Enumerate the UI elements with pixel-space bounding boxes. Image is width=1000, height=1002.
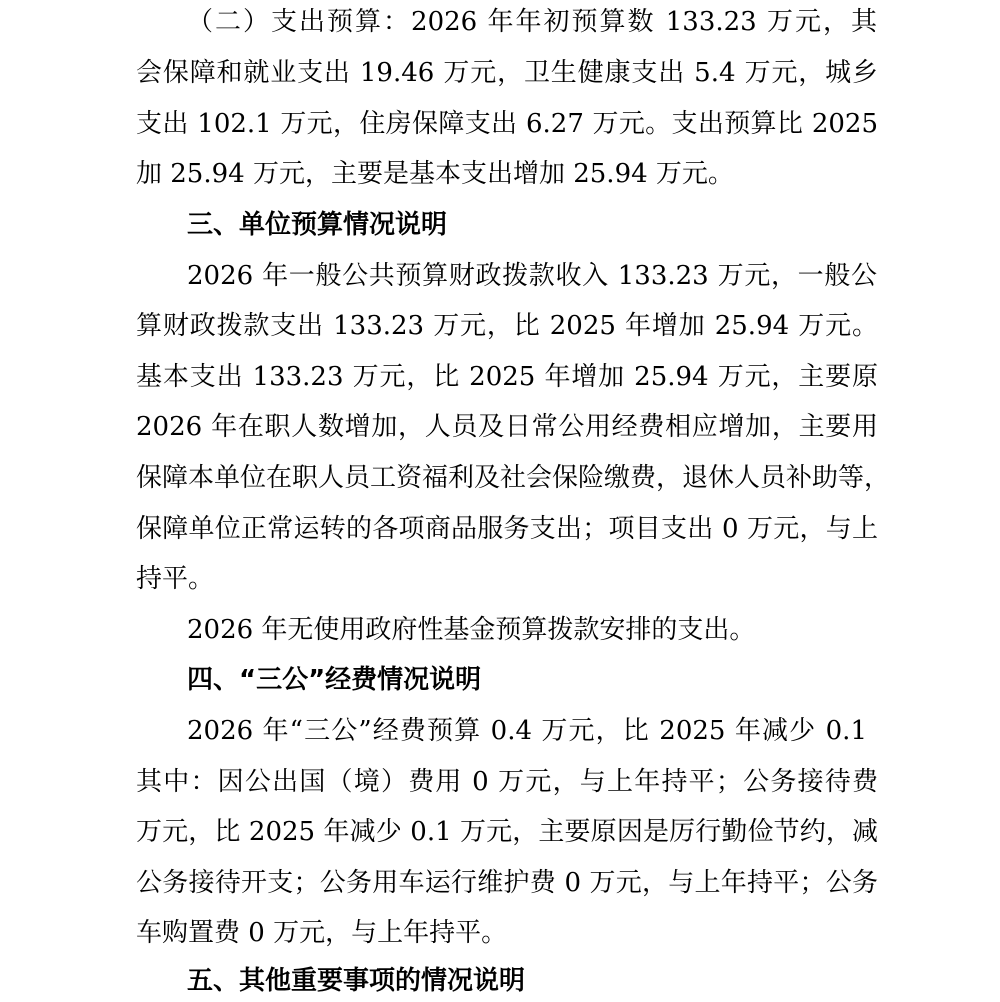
section-heading: 四、“三公”经费情况说明 [187,665,482,695]
paragraph-line: 会保障和就业支出 19.46 万元，卫生健康支出 5.4 万元，城乡 [136,58,878,88]
paragraph-line: 万元，比 2025 年减少 0.1 万元，主要原因是厉行勤俭节约，减 [136,817,878,847]
paragraph-line: 2026 年在职人数增加，人员及日常公用经费相应增加，主要用 [136,412,878,442]
paragraph-line: （二）支出预算：2026 年年初预算数 133.23 万元，其 [187,7,877,37]
paragraph-line: 基本支出 133.23 万元，比 2025 年增加 25.94 万元，主要原 [136,362,878,392]
paragraph-line: 2026 年“三公”经费预算 0.4 万元，比 2025 年减少 0.1 [187,716,867,746]
paragraph-line: 保障本单位在职人员工资福利及社会保险缴费，退休人员补助等， [136,463,890,493]
paragraph-line: 支出 102.1 万元，住房保障支出 6.27 万元。支出预算比 2025 [136,109,878,139]
section-heading: 五、其他重要事项的情况说明 [187,966,526,996]
paragraph-line: 车购置费 0 万元，与上年持平。 [136,918,508,948]
paragraph-line: 其中：因公出国（境）费用 0 万元，与上年持平；公务接待费 [136,767,878,797]
paragraph-line: 保障单位正常运转的各项商品服务支出；项目支出 0 万元，与上 [136,514,878,544]
paragraph-line: 加 25.94 万元，主要是基本支出增加 25.94 万元。 [136,159,734,189]
paragraph-line: 算财政拨款支出 133.23 万元，比 2025 年增加 25.94 万元。 [136,311,878,341]
paragraph-line: 2026 年一般公共预算财政拨款收入 133.23 万元，一般公 [187,261,877,291]
paragraph-line: 公务接待开支；公务用车运行维护费 0 万元，与上年持平；公务 [136,868,878,898]
section-heading: 三、单位预算情况说明 [187,210,448,240]
government-fund-paragraph: 2026 年无使用政府性基金预算拨款安排的支出。 [187,615,756,645]
paragraph-line: 持平。 [136,564,215,594]
